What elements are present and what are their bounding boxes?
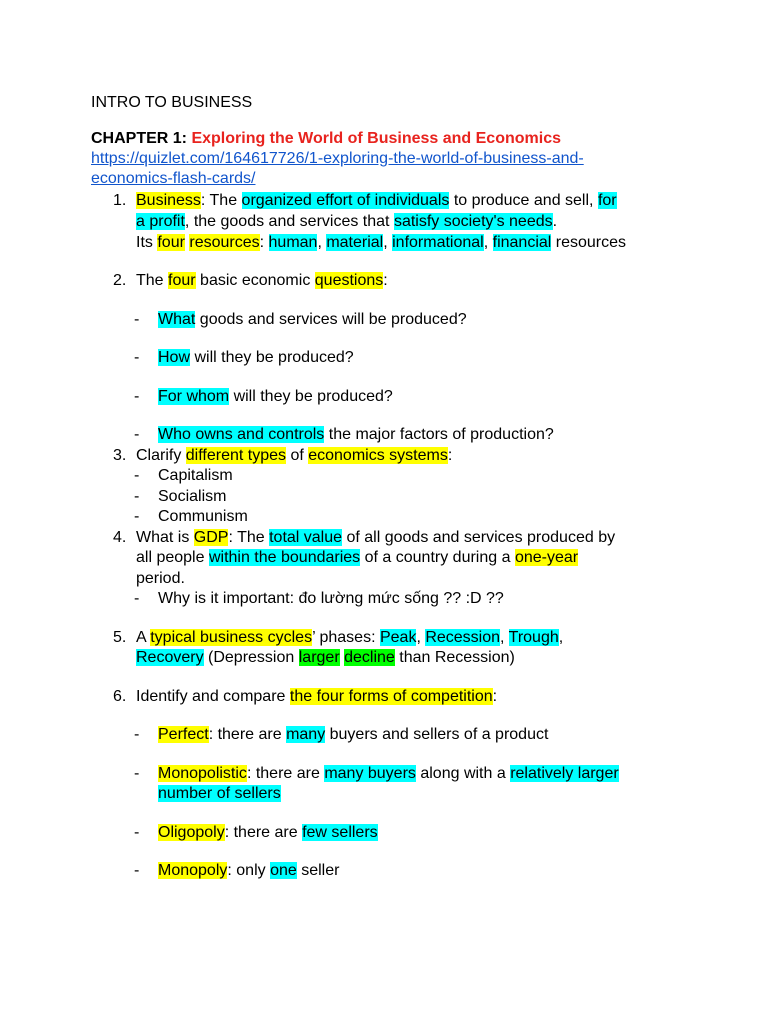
- competition-oligopoly: [91, 823, 731, 844]
- highlight: within the boundaries: [208, 549, 361, 566]
- question-how: [91, 348, 731, 369]
- item-5-line-2: [91, 648, 731, 669]
- system-capitalism: [91, 466, 731, 487]
- highlight: many: [286, 726, 326, 743]
- list-number: 4.: [113, 528, 127, 546]
- text: seller: [296, 862, 340, 879]
- bullet-dash: -: [134, 726, 140, 743]
- system-socialism: [91, 487, 731, 508]
- highlight: resources: [189, 233, 260, 251]
- item-3-line-1: [91, 446, 731, 467]
- text: buyers and sellers of a product: [325, 726, 549, 743]
- highlight: satisfy society's needs: [393, 213, 553, 230]
- text: along with a: [415, 764, 511, 782]
- text: :: [259, 233, 269, 251]
- text: resources: [551, 233, 627, 251]
- highlight: material: [326, 233, 384, 251]
- text: than Recession): [394, 649, 515, 666]
- text: .: [552, 213, 558, 230]
- text: goods and services will be produced?: [195, 310, 467, 328]
- item-6-line-1: [91, 687, 731, 708]
- highlight: human: [268, 233, 318, 251]
- competition-monopolistic-cont: [91, 784, 731, 805]
- bullet-dash: -: [134, 590, 140, 607]
- highlight: For whom: [158, 387, 230, 405]
- highlight: the four forms of competition: [289, 687, 493, 705]
- highlight: one-year: [514, 549, 579, 566]
- text: Identify and compare: [136, 687, 290, 705]
- text: :: [492, 687, 498, 705]
- question-text: [158, 348, 354, 369]
- item-5-text: [136, 648, 515, 669]
- item-1-line-2: [91, 212, 731, 233]
- item-4-line-2: [91, 548, 731, 569]
- item-2-line-1: [91, 271, 731, 292]
- text: ,: [416, 628, 426, 646]
- competition-monopolistic: [91, 764, 731, 785]
- highlight: Trough: [508, 628, 559, 646]
- text: What is: [136, 528, 194, 546]
- bullet-dash: -: [134, 764, 140, 782]
- highlight: Monopolistic: [158, 764, 247, 782]
- text: to produce and sell,: [449, 192, 598, 209]
- text: of all goods and services produced by: [342, 528, 616, 546]
- competition-monopoly: [91, 861, 731, 882]
- item-4-line-3: [91, 569, 731, 590]
- highlight: Recovery: [136, 649, 204, 666]
- item-1-text: [136, 189, 617, 212]
- highlight: organized effort of individuals: [241, 192, 450, 209]
- item-1-line-1: [91, 189, 731, 212]
- highlight: How: [158, 349, 191, 366]
- document: [91, 92, 731, 882]
- bullet-dash: -: [134, 467, 140, 484]
- text: : only: [227, 862, 271, 879]
- bullet-dash: -: [134, 349, 140, 366]
- highlight: Who owns and controls: [158, 426, 325, 443]
- link-line-2: economics-flash-cards/: [91, 170, 256, 187]
- item-4-text: [136, 528, 615, 549]
- question-who-owns: [91, 425, 731, 446]
- highlight: one: [270, 862, 297, 879]
- text: basic economic: [195, 272, 315, 289]
- question-text: [158, 310, 467, 331]
- text: : there are: [208, 726, 287, 743]
- question-what: [91, 310, 731, 331]
- item-6-text: [136, 687, 497, 708]
- text: , the goods and services that: [184, 213, 394, 230]
- item-4-line-1: [91, 528, 731, 549]
- bullet-dash: -: [134, 310, 140, 328]
- link-line-1: https://quizlet.com/164617726/1-exploring-the-world-of-business-and-: [91, 150, 584, 167]
- competition-text: [158, 784, 281, 805]
- gdp-importance-text: Why is it important: đo lường mức sống ?? :D ??: [158, 590, 504, 607]
- item-3-text: [136, 446, 452, 467]
- highlight: questions: [314, 272, 384, 289]
- text: all people: [136, 549, 209, 566]
- text: the major factors of production?: [324, 426, 554, 443]
- highlight: What: [158, 310, 196, 328]
- item-1-line-3: [91, 233, 731, 254]
- text: ,: [500, 628, 509, 646]
- highlight: typical business cycles: [150, 628, 313, 646]
- highlight: Recession: [425, 628, 501, 646]
- text: : The: [228, 528, 270, 546]
- highlight: informational: [392, 233, 484, 251]
- text: ,: [558, 628, 564, 646]
- highlight: Perfect: [158, 726, 209, 743]
- item-1-text: [136, 212, 557, 233]
- text: will they be produced?: [229, 387, 393, 405]
- text: ,: [383, 233, 393, 251]
- highlight: different types: [185, 446, 286, 464]
- chapter-heading: [91, 129, 731, 149]
- text: ,: [483, 233, 493, 251]
- question-text: [158, 387, 393, 408]
- highlight: Oligopoly: [158, 823, 225, 841]
- highlight: a profit: [136, 213, 185, 230]
- bullet-dash: -: [134, 487, 140, 505]
- text: :: [447, 446, 453, 464]
- text: (Depression: [203, 649, 299, 666]
- competition-text: [158, 725, 548, 746]
- list-number: 3.: [113, 446, 127, 464]
- item-2-text: [136, 271, 388, 292]
- text: : there are: [224, 823, 303, 841]
- text: Clarify: [136, 446, 186, 464]
- text: :: [383, 272, 388, 289]
- item-5-text: [136, 628, 563, 649]
- list-number: 1.: [113, 192, 127, 209]
- system-text: Communism: [158, 508, 248, 525]
- text: : there are: [246, 764, 325, 782]
- highlight: four: [168, 272, 196, 289]
- list-number: 6.: [113, 687, 127, 705]
- highlight: total value: [269, 528, 343, 546]
- text: will they be produced?: [190, 349, 354, 366]
- competition-text: [158, 823, 378, 844]
- item-1-text: [136, 233, 626, 254]
- highlight: relatively larger: [510, 764, 619, 782]
- list-number: 5.: [113, 628, 127, 646]
- bullet-dash: -: [134, 823, 140, 841]
- competition-text: [158, 764, 619, 785]
- system-communism: [91, 507, 731, 528]
- highlight: larger: [298, 649, 340, 666]
- question-for-whom: [91, 387, 731, 408]
- chapter-label: CHAPTER 1:: [91, 130, 192, 147]
- highlight: Peak: [379, 628, 417, 646]
- question-text: [158, 425, 554, 446]
- gdp-importance: [91, 589, 731, 610]
- highlight: Monopoly: [158, 862, 228, 879]
- system-text: Capitalism: [158, 467, 233, 484]
- highlight: four: [157, 233, 185, 251]
- text: A: [136, 628, 151, 646]
- text: The: [136, 272, 169, 289]
- system-text: Socialism: [158, 487, 227, 505]
- bullet-dash: -: [134, 426, 140, 443]
- competition-perfect: [91, 725, 731, 746]
- highlight: decline: [344, 649, 395, 666]
- highlight: few sellers: [302, 823, 378, 841]
- text: of a country during a: [360, 549, 515, 566]
- text: : The: [200, 192, 242, 209]
- competition-text: [158, 861, 339, 882]
- bullet-dash: -: [134, 862, 140, 879]
- highlight: financial: [492, 233, 552, 251]
- item-4-text: [136, 548, 578, 569]
- highlight: for: [597, 192, 617, 209]
- text: of: [286, 446, 309, 464]
- highlight: GDP: [193, 528, 229, 546]
- text: ’ phases:: [312, 628, 380, 646]
- highlight: many buyers: [324, 764, 416, 782]
- chapter-name: Exploring the World of Business and Economics: [191, 130, 561, 147]
- highlight: economics systems: [308, 446, 448, 464]
- highlight: Business: [136, 192, 201, 209]
- text: ,: [317, 233, 327, 251]
- list-number: 2.: [113, 272, 127, 289]
- text: Its: [136, 233, 158, 251]
- highlight: number of sellers: [158, 785, 281, 802]
- bullet-dash: -: [134, 387, 140, 405]
- item-4-text: period.: [136, 569, 185, 587]
- document-title: INTRO TO BUSINESS: [91, 94, 253, 111]
- item-5-line-1: [91, 628, 731, 649]
- quizlet-link[interactable]: [91, 149, 731, 189]
- bullet-dash: -: [134, 508, 140, 525]
